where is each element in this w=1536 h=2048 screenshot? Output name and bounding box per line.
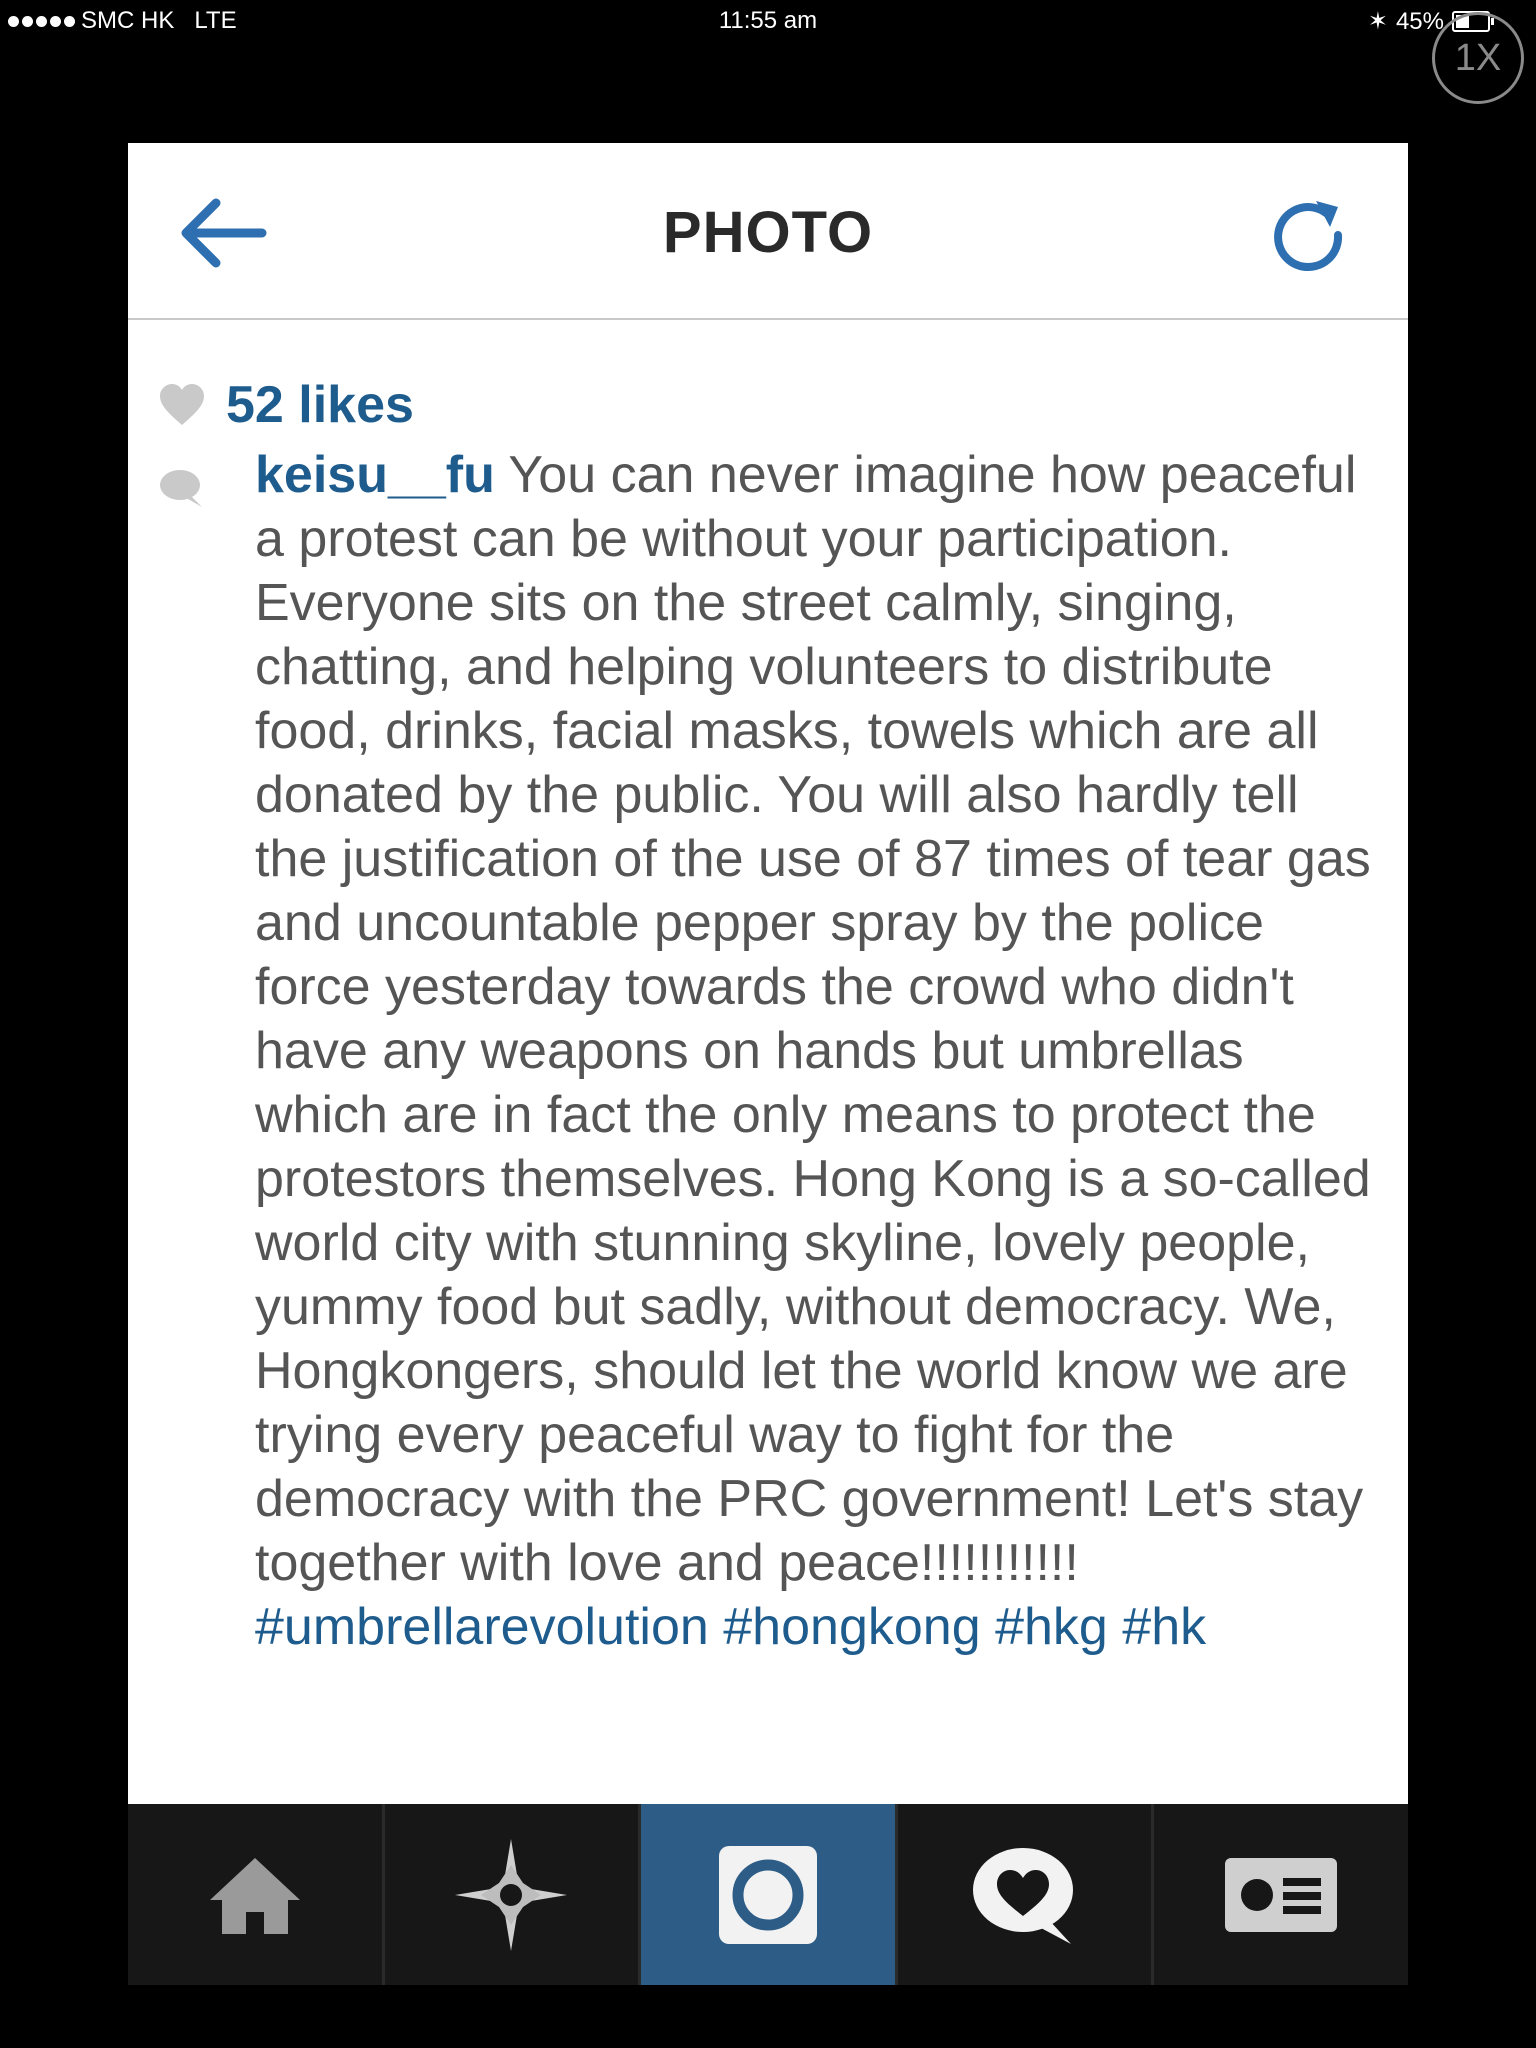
caption-text [255, 443, 1385, 1659]
refresh-button[interactable] [1268, 191, 1352, 275]
profile-card-icon [1221, 1850, 1341, 1940]
hashtag-link[interactable]: #hk [1122, 1598, 1207, 1656]
carrier-name: SMC HK [81, 7, 175, 34]
hashtag-link[interactable]: #hkg [995, 1598, 1108, 1656]
camera-icon [713, 1840, 823, 1950]
battery-percent: 45% [1395, 7, 1444, 35]
network-type: LTE [194, 7, 237, 34]
hashtag-link[interactable]: #umbrellarevolution [255, 1598, 709, 1656]
explore-star-icon [451, 1835, 571, 1955]
zoom-1x-button[interactable]: 1X [1432, 12, 1524, 104]
bluetooth-icon: ✶ [1367, 8, 1388, 35]
activity-heart-bubble-icon [965, 1840, 1085, 1950]
app-screen [128, 143, 1408, 1985]
page-title: PHOTO [662, 200, 874, 265]
hashtag-link[interactable]: #hongkong [723, 1598, 981, 1656]
status-bar [0, 0, 1536, 42]
heart-icon [158, 383, 206, 427]
refresh-icon [1268, 191, 1352, 275]
comment-bubble-icon [158, 467, 206, 509]
tab-profile[interactable] [1154, 1804, 1408, 1985]
tab-bar [128, 1804, 1408, 1985]
tab-explore[interactable] [385, 1804, 642, 1985]
username-link[interactable]: keisu__fu [255, 446, 495, 504]
tab-home[interactable] [128, 1804, 385, 1985]
tab-activity[interactable] [898, 1804, 1155, 1985]
likes-count[interactable]: 52 likes [226, 376, 414, 434]
status-time: 11:55 am [718, 7, 818, 34]
nav-header [128, 143, 1408, 320]
tab-camera[interactable] [641, 1804, 898, 1985]
caption-body: You can never imagine how peaceful a protest can be without your participation. Everyone sits on the street calmly, singing, chatting, and helping volunteers to distribute food, drinks, facial masks, towels which are all donated by the public. You will also hardly tell the justification of the use of 87 times of tear gas and uncountable pepper spray by the police force yesterday towards the crowd who didn't have any weapons on hands but umbrellas which are in fact the only means to protect the protestors themselves. Hong Kong is a so-called world city with stunning skyline, lovely people, yummy food but sadly, without democracy. We, Hongkongers, should let the world know we are trying every peaceful way to fight for the democracy with the PRC government! Let's stay together with love and peace!!!!!!!!!!! [255, 446, 1371, 1592]
home-icon [200, 1850, 310, 1940]
likes-row[interactable] [158, 375, 414, 435]
